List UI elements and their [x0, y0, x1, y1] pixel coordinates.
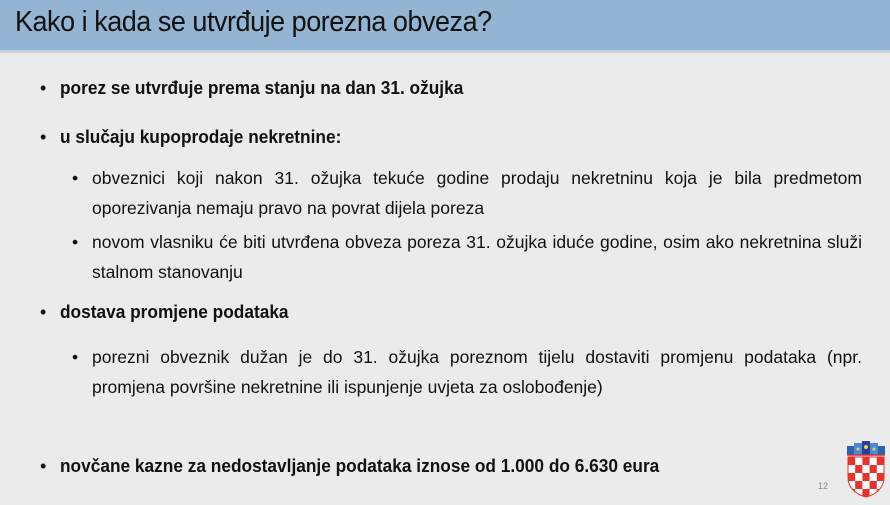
bullet-text: u slučaju kupoprodaje nekretnine:: [60, 127, 342, 147]
subbullet-new-owner: [72, 227, 862, 287]
bullet-fines: [40, 456, 684, 477]
bullet-data-change: [40, 302, 298, 323]
page-number: 12: [818, 481, 829, 491]
bullet-text: • novom vlasniku će biti utvrđena obveza poreza 31. ožujka iduće godine, osim ako nekretnina služi stalnom stanovanju: [92, 232, 862, 282]
subbullet-no-refund: [72, 163, 862, 223]
bullet-text: porez se utvrđuje prema stanju na dan 31. ožujka: [60, 78, 464, 98]
bullet-tax-date: [40, 78, 480, 99]
croatian-coat-of-arms-icon: [845, 440, 887, 498]
bullet-text: • porezni obveznik dužan je do 31. ožujka poreznom tijelu dostaviti promjenu podataka (npr. promjena površine nekretnine ili ispunjenje uvjeta za oslobođenje): [92, 347, 862, 397]
subbullet-obligation: [72, 342, 862, 402]
title-bar: [0, 0, 890, 53]
bullet-text: novčane kazne za nedostavljanje podataka iznose od 1.000 do 6.630 eura: [60, 456, 660, 476]
bullet-text: dostava promjene podataka: [60, 302, 289, 322]
bullet-property-sale: [40, 127, 353, 148]
slide-title: Kako i kada se utvrđuje porezna obveza?: [15, 6, 492, 38]
bullet-text: • obveznici koji nakon 31. ožujka tekuće godine prodaju nekretninu koja je bila predmetom oporezivanja nemaju pravo na povrat dijela poreza: [92, 168, 862, 218]
